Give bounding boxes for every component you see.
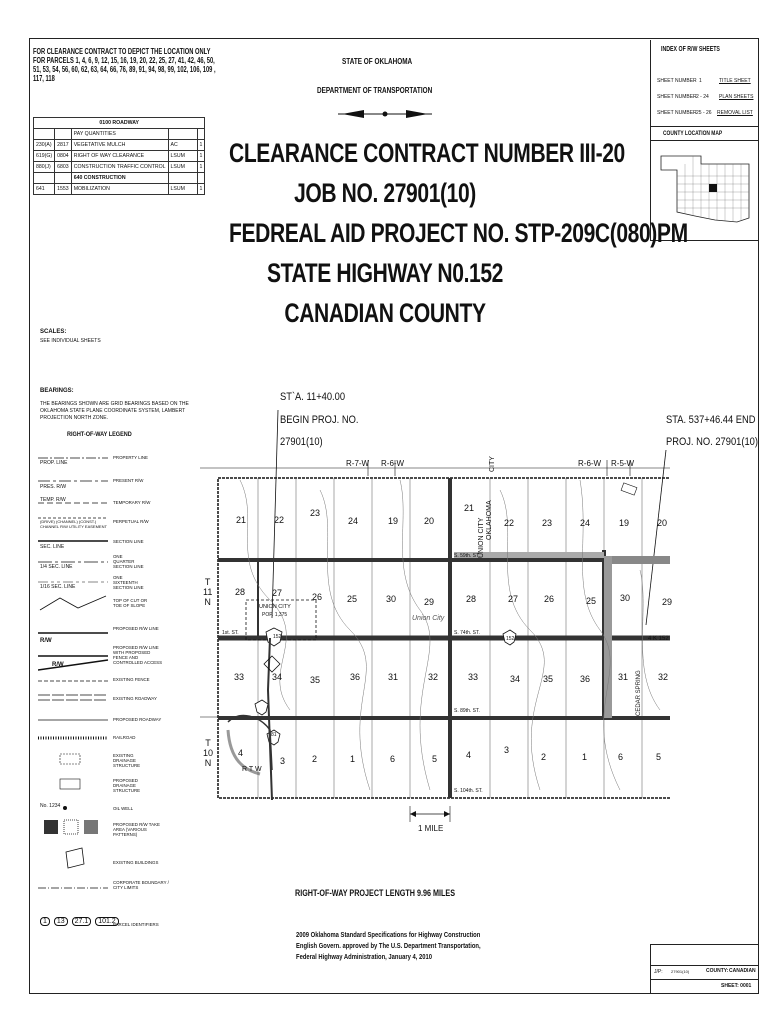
fed-project-title: FEDREAL AID PROJECT NO. STP-209C(080)PM <box>229 218 688 248</box>
state-label: STATE OF OKLAHOMA <box>342 57 413 66</box>
end-station: STA. 537+46.44 END <box>666 414 756 426</box>
township-t10n: T 10 N <box>203 738 214 768</box>
table-row: 641 1553 MOBILIZATION LSUM 1 <box>34 184 205 195</box>
index-box: INDEX OF R/W SHEETS SHEET NUMBER 1 TITLE SHEET SHEET NUMBER 2 - 24 PLAN SHEETS SHEET NUMBER 25 - 26 REMOVAL LIST COUNTY LOCATION MAP <box>650 40 758 241</box>
dept-label: DEPARTMENT OF TRANSPORTATION <box>317 86 433 95</box>
job-title: JOB NO. 27901(10) <box>294 178 476 208</box>
title-block: J/P: 27901(10) COUNTY: CANADIAN SHEET: 0001 <box>650 944 758 994</box>
table-row: 619(G) 0804 RIGHT OF WAY CLEARANCE LSUM 1 <box>34 151 205 162</box>
legend-title: RIGHT-OF-WAY LEGEND <box>67 431 132 438</box>
mile-scale-label: 1 MILE <box>418 824 444 833</box>
parcel-identifiers: 1 13 27.1 101.2 <box>40 918 119 925</box>
row-project-length: RIGHT-OF-WAY PROJECT LENGTH 9.96 MILES <box>295 888 456 898</box>
north-arrow-icon <box>338 109 432 119</box>
pay-quantities-table: 0100 ROADWAY PAY QUANTITIES 230(A) 2817 VEGETATIVE MULCH AC 1 619(G) 0804 RIGHT OF WAY CLEARANCE LSUM 1 880(J) 6803 CONSTRUCTION TRAFFIC CONTROL LSUM 1 640 CONSTRUCTION 641 1553 MOBILIZATION LSUM 1 <box>33 117 205 195</box>
highway-title: STATE HIGHWAY N0.152 <box>266 258 504 288</box>
county-title: CANADIAN COUNTY <box>284 298 486 328</box>
spec-note-1: 2009 Oklahoma Standard Specifications for Highway Construction <box>296 930 481 939</box>
table-row: 880(J) 6803 CONSTRUCTION TRAFFIC CONTROL LSUM 1 <box>34 162 205 173</box>
table-row: 230(A) 2817 VEGETATIVE MULCH AC 1 <box>34 140 205 151</box>
spec-note-3: Federal Highway Administration, January 4, 2010 <box>296 952 433 961</box>
bearings-label: BEARINGS: <box>40 388 74 394</box>
begin-station: ST`A. 11+40.00 <box>280 391 346 403</box>
township-t11n: T 11 N <box>203 577 213 607</box>
contract-title: CLEARANCE CONTRACT NUMBER III-20 <box>229 138 625 168</box>
scales-label: SCALES: <box>40 329 67 335</box>
spec-note-2: English Govern. approved by The U.S. Department Transportation, <box>296 941 481 950</box>
